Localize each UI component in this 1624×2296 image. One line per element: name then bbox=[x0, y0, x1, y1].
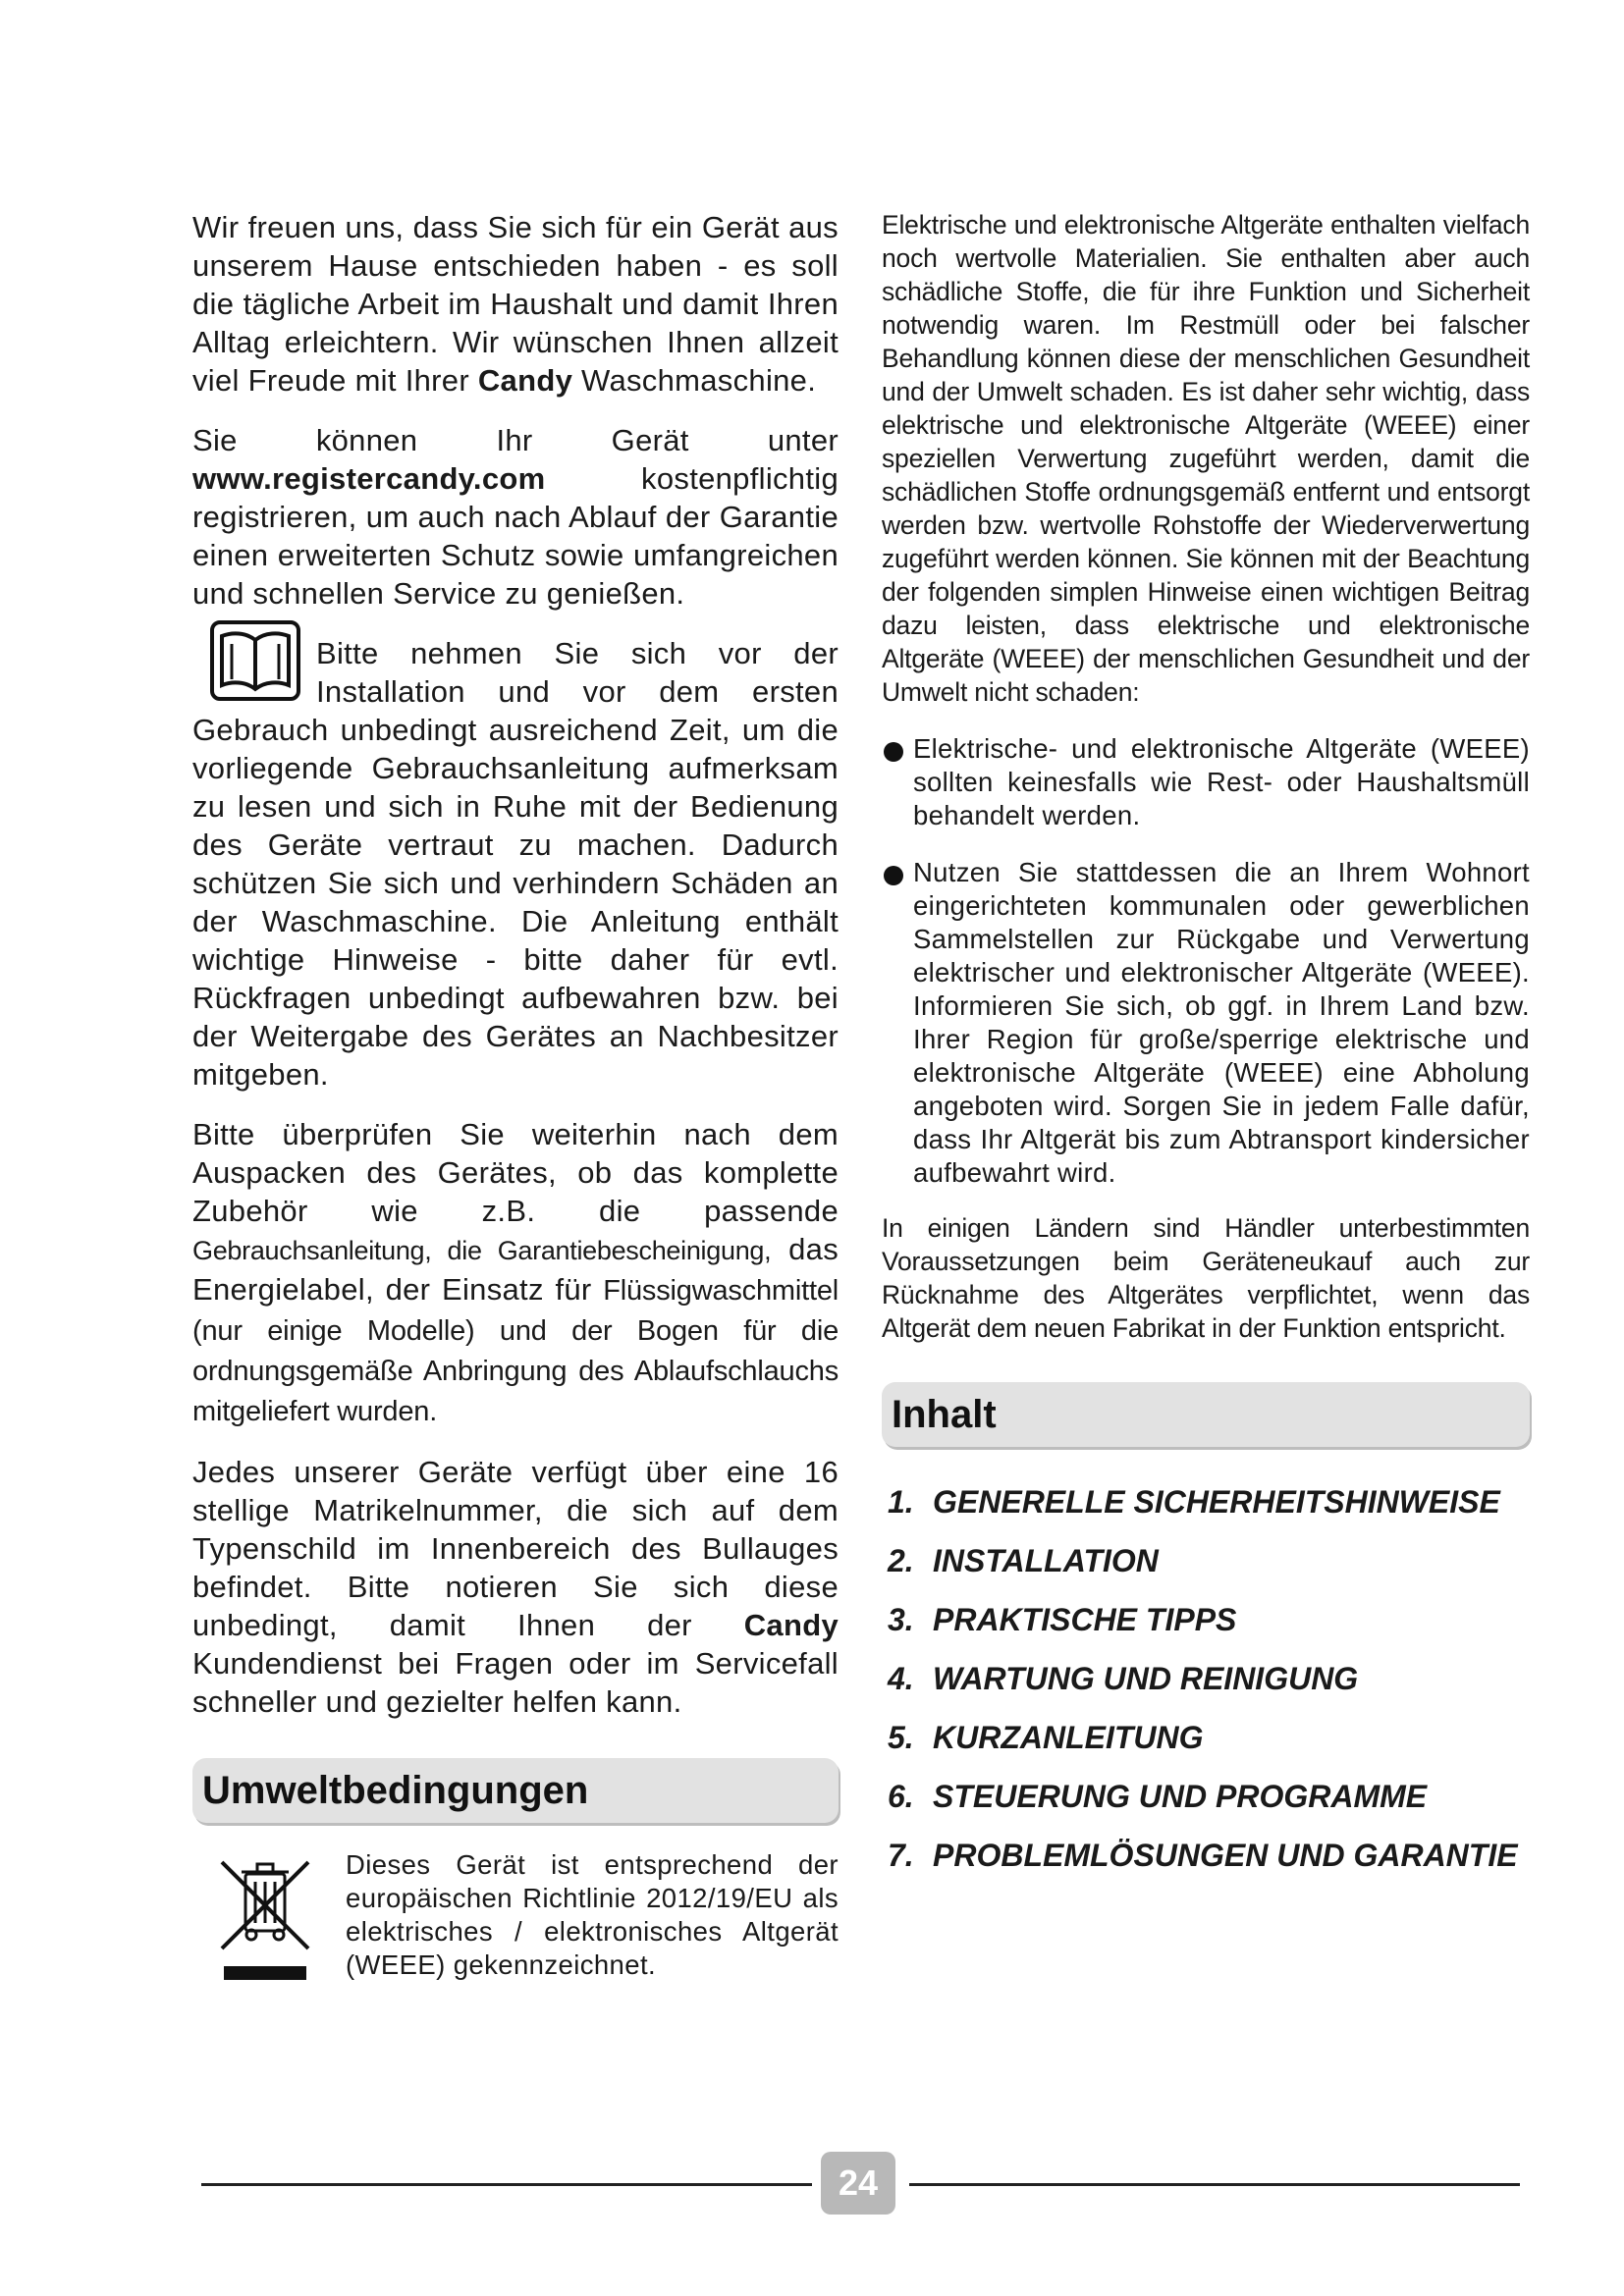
serial-number-paragraph: Jedes unserer Geräte verfügt über eine 16 stellige Matrikelnummer, die sich auf dem Typenschild im Innenbereich des Bullauges befindet. Bitte notieren Sie sich diese unbedingt, damit Ihnen der Candy Kundendienst bei Fragen oder im Servicefall schneller und gezielter helfen kann. bbox=[192, 1455, 839, 1719]
registration-paragraph: Sie können Ihr Gerät unter www.registercandy.com kostenpflichtig registrieren, um auch nach Ablauf der Garantie einen erweiterten Schutz sowie umfangreichen und schnellen Service zu genießen. bbox=[192, 423, 839, 611]
manual-note-paragraph: Bitte nehmen Sie sich vor der Installation und vor dem ersten Gebrauch unbedingt ausreichend Zeit, um die vorliegende Gebrauchsanleitung aufmerksam zu lesen und sich in Ruhe mit der Bedienung des Geräte vertraut zu machen. Dadurch schützen Sie sich und verhindern Schäden an der Waschmaschine. Die Anleitung enthält wichtige Hinweise - bitte daher für evtl. Rückfragen unbedingt aufbewahren bzw. bei der Weitergabe des Gerätes an Nachbesitzer mitgeben. bbox=[192, 634, 839, 1094]
weee-bullet: Elektrische- und elektronische Altgeräte (WEEE) sollten keinesfalls wie Rest- oder Haushaltsmüll behandelt werden. bbox=[882, 732, 1530, 832]
brand-name: Candy bbox=[477, 363, 573, 398]
toc-item[interactable]: 6. STEUERUNG UND PROGRAMME bbox=[888, 1779, 1428, 1814]
footer-rule-left bbox=[201, 2183, 812, 2186]
page-number: 24 bbox=[821, 2152, 895, 2215]
open-book-icon bbox=[208, 620, 302, 703]
accessories-paragraph: Bitte überprüfen Sie weiterhin nach dem Auspacken des Gerätes, ob das komplette Zubehör wie z.B. die passende Gebrauchsanleitung, die Garantiebescheinigung, das Energielabel, der Einsatz für Flüssigwaschmittel (nur einige Modelle) und der Bogen für die ordnungsgemäße Anbringung des Ablaufschlauchs mitgeliefert wurden. bbox=[192, 1117, 839, 1427]
toc-item[interactable]: 7. PROBLEMLÖSUNGEN UND GARANTIE bbox=[888, 1838, 1518, 1873]
bullet-dot-icon bbox=[884, 742, 903, 762]
brand-name: Candy bbox=[743, 1608, 839, 1642]
weee-intro-paragraph: Elektrische und elektronische Altgeräte enthalten vielfach noch wertvolle Materialien. Sie enthalten aber auch schädliche Stoffe, die für ihre Funktion und Sicherheit notwendig waren. Im Restmüll oder bei falscher Behandlung können diese der menschlichen Gesundheit und der Umwelt schaden. Es ist daher sehr wichtig, dass elektrische und elektronische Altgeräte (WEEE) einer speziellen Verwertung zugeführt werden, damit die schädlichen Stoffe ordnungsgemäß entfernt und entsorgt werden bzw. wertvolle Rohstoffe der Wiederverwertung zugeführt werden können. Sie können mit der Beachtung der folgenden simplen Hinweise einen wichtigen Beitrag dazu leisten, dass elektrische und elektronische Altgeräte (WEEE) der menschlichen Gesundheit und der Umwelt nicht schaden: bbox=[882, 210, 1530, 707]
right-column bbox=[882, 208, 1530, 1885]
dealer-note-paragraph: In einigen Ländern sind Händler unterbestimmten Voraussetzungen beim Geräteneukauf auch zur Rücknahme des Altgerätes verpflichtet, wenn das Altgerät dem neuen Fabrikat in der Funktion entspricht. bbox=[882, 1213, 1530, 1343]
contents-heading: Inhalt bbox=[882, 1382, 1530, 1447]
footer-rule-right bbox=[909, 2183, 1520, 2186]
toc-item[interactable]: 1. GENERELLE SICHERHEITSHINWEISE bbox=[888, 1484, 1500, 1520]
table-of-contents bbox=[882, 1472, 1530, 1885]
left-column bbox=[192, 208, 839, 1984]
toc-item[interactable]: 3. PRAKTISCHE TIPPS bbox=[888, 1602, 1237, 1637]
toc-item[interactable]: 2. INSTALLATION bbox=[888, 1543, 1159, 1578]
environment-heading: Umweltbedingungen bbox=[192, 1758, 839, 1823]
intro-paragraph: Wir freuen uns, dass Sie sich für ein Gerät aus unserem Hause entschieden haben - es soll die tägliche Arbeit im Haushalt und damit Ihren Alltag erleichtern. Wir wünschen Ihnen allzeit viel Freude mit Ihrer Candy Waschmaschine. bbox=[192, 210, 839, 398]
weee-bullet: Nutzen Sie stattdessen die an Ihrem Wohnort eingerichteten kommunalen oder gewerblichen Sammelstellen zur Rückgabe und Verwertung elektrischer und elektronischer Altgeräte (WEEE). Informieren Sie sich, ob ggf. in Ihrem Land bzw. Ihrer Region für große/sperrige elektrische und elektronische Altgeräte (WEEE) eine Abholung angeboten wird. Sorgen Sie in jedem Falle dafür, dass Ihr Altgerät bis zum Abtransport kindersicher aufbewahrt wird. bbox=[882, 856, 1530, 1190]
weee-label-text: Dieses Gerät ist entsprechend der europäischen Richtlinie 2012/19/EU als elektrisches / elektronisches Altgerät (WEEE) gekennzeichnet. bbox=[346, 1849, 839, 1980]
weee-label-block bbox=[192, 1848, 839, 1984]
bullet-dot-icon bbox=[884, 866, 903, 885]
toc-item[interactable]: 4. WARTUNG UND REINIGUNG bbox=[888, 1661, 1359, 1696]
registration-link[interactable]: www.registercandy.com bbox=[192, 461, 546, 496]
crossed-bin-icon bbox=[216, 1856, 314, 1984]
toc-item[interactable]: 5. KURZANLEITUNG bbox=[888, 1720, 1204, 1755]
